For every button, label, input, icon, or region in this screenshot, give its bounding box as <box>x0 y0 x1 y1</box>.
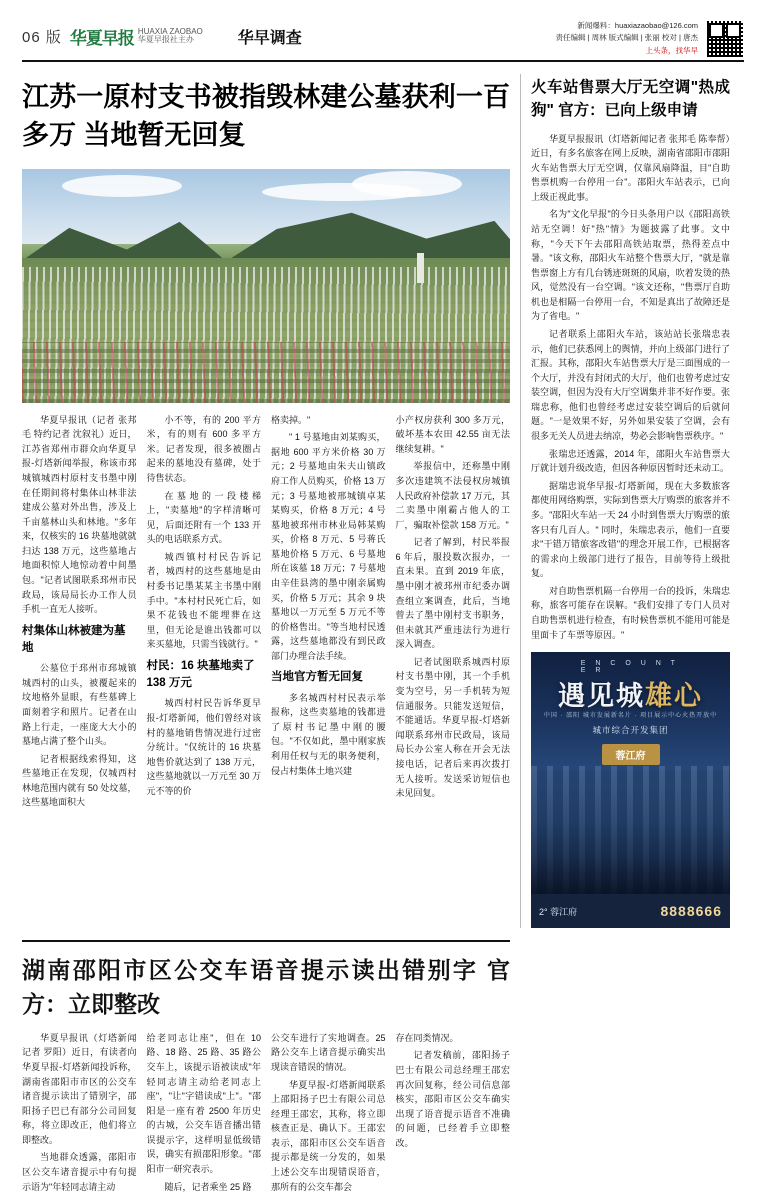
paragraph: 华夏早报报讯（灯塔新闻记者 张邦毛 陈奉帮）近日，有多名旅客在网上反映，湖南省邵阳市邵阳火车站售票大厅无空调，仅靠风扇降温，目"自助售票机购一台停用一台"。邵阳火车站表示，已向上级正视此事。 <box>531 133 730 202</box>
photo-cloud <box>62 175 182 197</box>
sidebar-headline: 火车站售票大厅无空调"热成狗" 官方：已向上级申请 <box>531 79 730 120</box>
qr-code-icon <box>706 20 744 58</box>
ad-phone-number: 8888666 <box>660 903 722 920</box>
paragraph: 记者发稿前，邵阳扬子巴士有限公司总经理王邵宏再次回复称，经公司信息部核实，邵阳市区公交车确实出现了语音提示语音不准确的问题，已经着手立即整改。 <box>395 1050 510 1148</box>
paragraph: 城西村村民告诉华夏早报-灯塔新闻，他们曾经对该村的墓地销售情况进行过密分统计。"仅统计的 16 块墓地售价就达到了 138 万元，这些墓地就以一万元至 30 万元不等的价 <box>146 698 261 796</box>
paragraph: " 1 号墓地由刘某购买，据地 600 平方米价格 30 万元；2 号墓地由朱夫山镇政府工作人员购买，价格 13 万元；3 号墓地被邢城镇卓某某购买，价格 8 万元；4 号墓地被邳州市林业局韩某购买，价格 8 万元、5 号蒋氏墓地价格 5 万元、6 号墓地所在该墓 18 万元；7 号墓地由辛佳县湾的墨中刚亲属购买，价格 5 万元；其余 9 块墓地以一万元至 5 万元不等的价格售出。"等当地村民透露，这些墓地都没有到民政部门办理合法手续。 <box>271 432 386 661</box>
paragraph: 公墓位于邳州市邳城镇城西村的山头，被覆起来的坟地格外显眼，有些墓碑上面刻着字和照片。记者在山路上行走，一座庞大大小的墓地占满了整个山头。 <box>22 663 137 747</box>
photo-tower <box>417 253 424 283</box>
paragraph: 格卖掉。" <box>271 414 311 425</box>
paragraph: 城西镇村村民告诉记者，城西村的这些墓地是由村委书记墨某某主书墨中刚手中。"本村村民死亡后，如果不花钱也不能埋葬在这里，但无论是谁出钱都可以来买墓地，只需当钱就行。" <box>146 551 261 650</box>
paragraph: 记者根据线索得知，这些墓地正在发现，仅城西村林地范围内就有 50 处坟墓，这些墓地面积大 <box>22 753 137 808</box>
bottom-column-2 <box>147 1031 262 1197</box>
paragraph: 对自助售票机隔一台停用一台的投诉，朱瑞忠称，旅客可能存在误解。"我们安排了专门人员对自助售票机进行检查，有时候售票机不能用可能是里面卡了车票等原因。" <box>531 585 730 640</box>
bottom-column-1 <box>22 1031 137 1197</box>
masthead-left <box>22 18 302 54</box>
subheading: 村民：16 块墓地卖了 138 万元 <box>146 659 255 690</box>
ad-subtitle: 中国 · 邵阳 城市发展新名片 · 项目展示中心火热开放中 <box>543 713 718 720</box>
page-content <box>22 62 744 928</box>
main-column <box>22 74 510 928</box>
advertisement[interactable] <box>531 652 730 928</box>
ad-title-highlight: 雄心 <box>645 681 703 712</box>
paragraph: 记者试图联系城西村原村支书墨中刚，其一个手机变为空号，另一手机转为短信通服务。只能发送短信，不能通话。华夏早报-灯塔新闻联系邳州市民政局，该局局长办公室人称在开会无法接电话，记者后来再次拨打无人接听。发送采访短信也未见回复。 <box>395 656 510 799</box>
slogan: 上头条，找华早 <box>645 45 698 55</box>
sidebar-body <box>531 132 730 643</box>
ad-title <box>558 674 703 713</box>
bottom-body-columns <box>22 1031 510 1197</box>
paragraph: 多名城西村村民表示举报称，这些卖墓地的钱都进了原村书记墨中刚的腰包。"不仅如此，墨中刚家族利用任权与无的职务便利，侵占村集体土地兴建 <box>271 692 386 776</box>
body-column-4 <box>396 413 511 813</box>
paragraph: 华夏早报讯（记者 张邦毛 特约记者 沈叙礼）近日，江苏省郑州市群众向华夏早报-灯塔新闻举报，称该市邳城镇城西村原村支书墨中刚在任期间将村集体山林非法建成公墓对外出售，涉及上千亩墓林山头和林地。"多年来，仅核实的 16 块墓地就就扫达 138 万元，这些墓地占地面积惊人地惊动着中间墨包。"记者试图联系邳州市民政局，该局局长办工作人员手机一直无人接听。 <box>22 414 137 615</box>
paragraph: 小不等，有的 200 平方米，有的则有 600 多平方米。记者发现，很多被圈占起来的墓地没有墓碑，处于待售状态。 <box>146 414 261 483</box>
main-headline: 江苏一原村支书被指毁林建公墓获利一百多万 当地暂无回复 <box>22 82 510 151</box>
subheading: 当地官方暂无回复 <box>271 671 363 684</box>
section-title: 华早调查 <box>237 29 302 47</box>
paragraph: 在墓地的一段楼梯上，"卖墓地"的字样清晰可见，后面还附有一个 133 开头的电话联系方式。 <box>146 490 261 545</box>
paragraph: 华夏早报-灯塔新闻联系上邵阳扬子巴士有限公司总经理王邵宏，其称，将立即核查正是、确认下。王邵宏表示，邵阳市区公交车语音提示都是统一分发的，如果上述公交车出现错误语音，那所有的公交车都会 <box>271 1079 386 1192</box>
paragraph: 当地群众透露，邵阳市区公交车诸音提示中有句提示语为"年轻同志请主动 <box>22 1152 137 1192</box>
paragraph: 举报信中，还称墨中刚多次违建筑不法侵权房城镇人民政府补偿款 17 万元，其二卖墨中刚霸占他人的工厂，骗取补偿款 158 万元。" <box>395 461 510 530</box>
ad-subtitle-2: 城市综合开发集团 <box>592 725 669 736</box>
qr-code-wrap <box>706 20 744 58</box>
newspaper-logo <box>70 24 203 49</box>
masthead <box>22 0 744 62</box>
subheading: 村集体山林被建为墓地 <box>22 624 126 654</box>
ad-title-left: 遇见城 <box>558 681 645 712</box>
editor-credits: 责任编辑 | 周林 版式编辑 | 张丽 校对 | 唐杰 <box>555 33 698 43</box>
article-photo <box>22 169 510 403</box>
masthead-info <box>555 20 698 57</box>
tipline-email: 新闻爆料：huaxiazaobao@126.com <box>577 21 698 30</box>
ad-footer <box>531 894 730 928</box>
bottom-column-4 <box>396 1031 511 1197</box>
main-body-columns <box>22 413 510 813</box>
body-column-3 <box>271 413 386 813</box>
ad-logo: 2° 蓉江府 <box>539 906 578 917</box>
bottom-article <box>22 940 510 1197</box>
body-column-1 <box>22 413 137 813</box>
paragraph: 存在同类情况。 <box>395 1032 459 1043</box>
paragraph: 给老同志让座"，但在 10 路、18 路、25 路、35 路公交车上，该提示语被读成"年轻同志请主动给老同志上座"，"让"字错读成"上"。"邵阳是一座有着 2500 年历史的古城，公交车语音播出错误提示字，这样明显低级错误，确实有损邵阳形象。"邵阳市一研究表示。 <box>146 1032 261 1175</box>
paragraph: 张瑞忠还透露，2014 年，邵阳火车站售票大厅就计划升级改造，但因各种原因暂时还未动工。 <box>531 448 730 474</box>
logo-sub-line2: 华夏早报社主办 <box>137 35 194 44</box>
paragraph: 小产权房获利 300 多万元，破坏基本农田 42.55 亩无法继续复耕。" <box>395 414 510 454</box>
page-number: 06 版 <box>22 28 62 46</box>
logo-sub-line1: HUAXIA ZAOBAO <box>137 26 203 36</box>
photo-flowers <box>22 342 510 403</box>
paragraph: 随后，记者乘坐 25 路 <box>164 1181 252 1192</box>
ad-encounter-label: E N C O U N T E R <box>580 660 679 675</box>
logo-subtext <box>138 28 203 45</box>
ad-badge: 蓉江府 <box>602 744 660 765</box>
masthead-right <box>555 18 744 54</box>
bottom-column-3 <box>271 1031 386 1197</box>
body-column-2 <box>147 413 262 813</box>
photo-cloud <box>352 171 462 197</box>
sidebar-column <box>520 74 730 928</box>
paragraph: 记者了解到，村民举报 6 年后，服投数次报办，一直未果。直到 2019 年底，墨中刚才被邳州市纪委办调查组立案调查，此后，当地曾去了墨中刚村支书职务，但未就其严重违法行为进行深入调查。 <box>395 537 510 650</box>
paragraph: 公交车进行了实地调查。25 路公交车上诸音提示确实出现读音错误的情况。 <box>271 1032 386 1072</box>
paragraph: 记者联系上邵阳火车站，该站站长张瑞忠表示，他们已获悉网上的舆情，并向上级部门进行了汇报。其称，邵阳火车站售票大厅是三面围成的一个大厅，并没有封闭式的大厅，他们也曾考虑过安装空调，但因为没有大厅空调集并非不好作要。张瑞忠称，他们也曾经考虑过安装空调后的后就问题。"一是效果不好，另外如果安装了空调，会有很多无关人员进去纳凉，势必会影响售票秩序。" <box>531 329 730 442</box>
bottom-headline: 湖南邵阳市区公交车语音提示读出错别字 官方：立即整改 <box>22 957 510 1017</box>
ad-cityscape-image <box>531 766 730 894</box>
paragraph: 据瑞忠说华早报-灯塔新闻，现在大多数旅客都使用网络购票，实际到售票大厅购票的旅客并不多。"邵阳火车站一天 24 小时到售票大厅购票的旅客只有几百人。" 同时，朱瑞忠表示，他们一直要求"干错万错旅客改错"的理念开展工作，已根据客的需求向上级部门进行了报告，目前等待上级批复。 <box>531 480 730 579</box>
paragraph: 名为"文化早报"的今日头条用户以《邵阳高铁站无空调！好"热"情》为题披露了此事。文中称，"今天下午去邵阳高铁站取票，热得差点中暑。"该文称，邵阳火车站整个售票大厅，"就是靠售票窗上方有几台锈迹斑斑的风扇，吹着发烫的热风，觉然没有一台空调。"该文还称，"售票厅自助机也是相隔一台停用一台，不知是真出了故障还是为了省电。" <box>531 209 730 322</box>
logo-text: 华夏早报 <box>69 28 134 48</box>
paragraph: 华夏早报讯（灯塔新闻记者 罗阳）近日，有读者向华夏早报-灯塔新闻投诉称，湖南省邵阳市市区的公交车诸音提示读出了错别字，邵阳扬子巴已有部分公司回复称，将立即改正，他们将立即整改。 <box>22 1032 137 1145</box>
